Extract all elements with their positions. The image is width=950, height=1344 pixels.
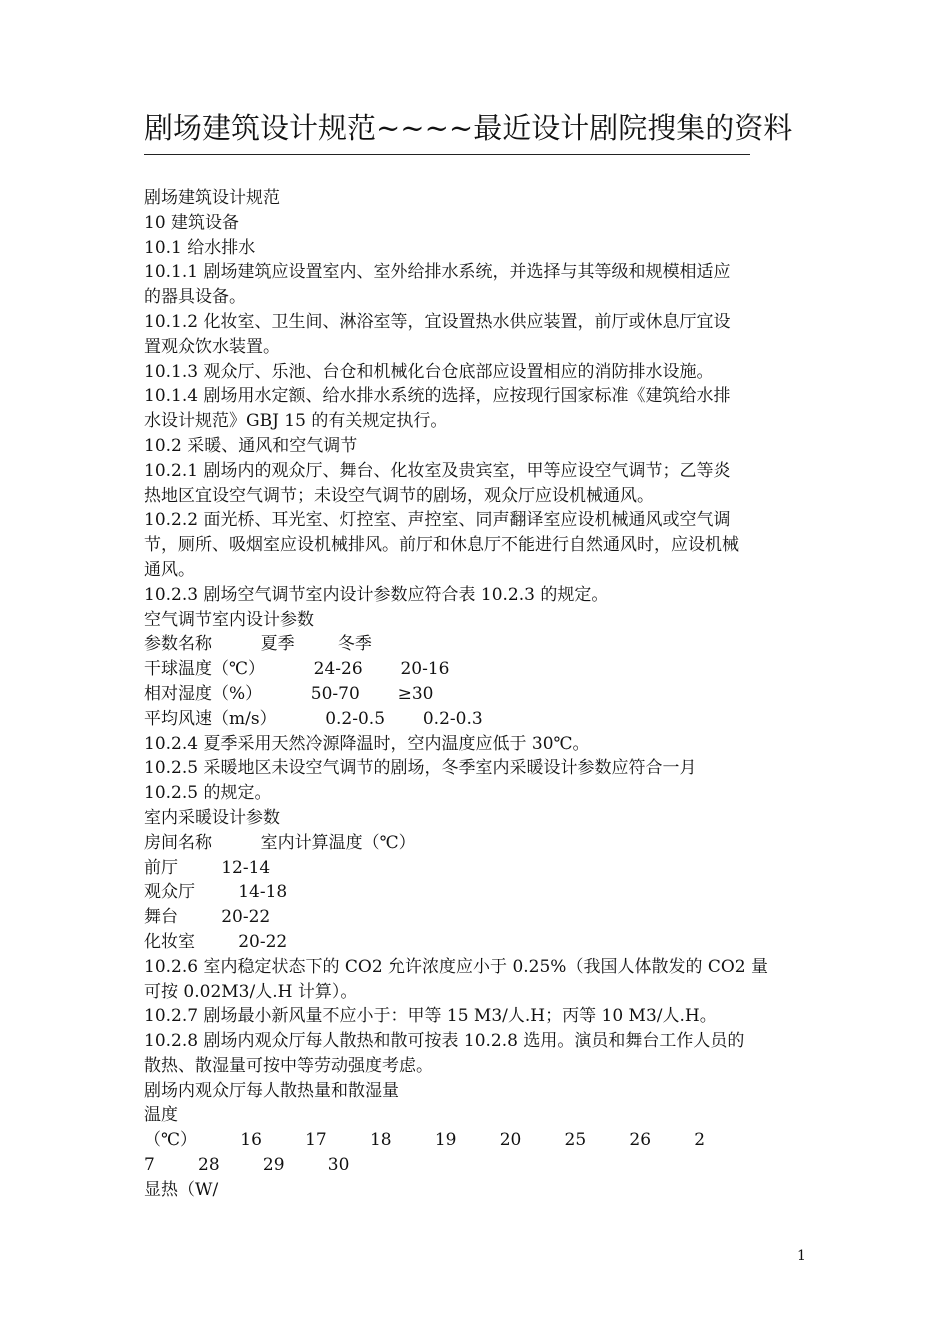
text-line: 10.1 给水排水 — [144, 237, 256, 258]
text-line: 10.2 采暖、通风和空气调节 — [144, 435, 358, 456]
text-line: 10.2.5 的规定。 — [144, 783, 272, 804]
text-line: 节，厕所、吸烟室应设机械排风。前厅和休息厅不能进行自然通风时，应设机械 — [144, 535, 739, 556]
text-line: 舞台 20-22 — [144, 907, 271, 928]
text-line: 温度 — [144, 1105, 178, 1126]
text-line: 通风。 — [144, 559, 195, 580]
text-line: 前厅 12-14 — [144, 857, 271, 878]
text-line: 显热（W/ — [144, 1179, 219, 1200]
text-line: 相对湿度（%） 50-70 ≥30 — [144, 683, 434, 704]
text-line: 水设计规范》GBJ 15 的有关规定执行。 — [144, 411, 448, 432]
text-line: 10.2.5 采暖地区未设空气调节的剧场，冬季室内采暖设计参数应符合一月 — [144, 758, 697, 779]
text-line: 观众厅 14-18 — [144, 882, 288, 903]
text-line: 室内采暖设计参数 — [144, 807, 280, 828]
text-line: 10.2.3 剧场空气调节室内设计参数应符合表 10.2.3 的规定。 — [144, 584, 609, 605]
text-line: 置观众饮水装置。 — [144, 336, 280, 357]
text-line: 化妆室 20-22 — [144, 931, 288, 952]
text-line: 10.1.2 化妆室、卫生间、淋浴室等，宜设置热水供应装置，前厅或休息厅宜设 — [144, 311, 731, 332]
text-line: 干球温度（℃） 24-26 20-16 — [144, 659, 450, 680]
text-line: 10.2.2 面光桥、耳光室、灯控室、声控室、同声翻译室应设机械通风或空气调 — [144, 510, 731, 531]
text-line: 可按 0.02M3/人.H 计算）。 — [144, 981, 358, 1002]
text-line: 10.1.4 剧场用水定额、给水排水系统的选择，应按现行国家标准《建筑给水排 — [144, 386, 731, 407]
text-line: 平均风速（m/s） 0.2-0.5 0.2-0.3 — [144, 708, 483, 729]
document-title: 剧场建筑设计规范~~~~最近设计剧院搜集的资料 — [144, 111, 793, 145]
text-line: 10.2.8 剧场内观众厅每人散热和散可按表 10.2.8 选用。演员和舞台工作人员的 — [144, 1031, 745, 1052]
text-line: 剧场内观众厅每人散热量和散湿量 — [144, 1080, 399, 1101]
text-line: 10.2.1 剧场内的观众厅、舞台、化妆室及贵宾室，甲等应设空气调节；乙等炎 — [144, 460, 731, 481]
text-line: 散热、散湿量可按中等劳动强度考虑。 — [144, 1055, 433, 1076]
text-line: 房间名称 室内计算温度（℃） — [144, 832, 416, 853]
text-line: 热地区宜设空气调节；未设空气调节的剧场，观众厅应设机械通风。 — [144, 485, 654, 506]
page-number: 1 — [797, 1248, 806, 1264]
text-line: 参数名称 夏季 冬季 — [144, 634, 372, 655]
text-line: 10 建筑设备 — [144, 212, 240, 233]
text-line: 10.2.7 剧场最小新风量不应小于：甲等 15 M3/人.H；丙等 10 M3/人.H。 — [144, 1006, 717, 1027]
text-line: 剧场建筑设计规范 — [144, 188, 280, 208]
text-line: 10.2.6 室内稳定状态下的 CO2 允许浓度应小于 0.25%（我国人体散发的 CO2 量 — [144, 956, 769, 977]
text-line: 7 28 29 30 — [144, 1155, 350, 1176]
text-line: （℃） 16 17 18 19 20 25 26 2 — [144, 1130, 706, 1151]
text-line: 10.1.3 观众厅、乐池、台仓和机械化台仓底部应设置相应的消防排水设施。 — [144, 361, 714, 382]
text-line: 10.2.4 夏季采用天然冷源降温时，空内温度应低于 30℃。 — [144, 733, 590, 754]
text-line: 空气调节室内设计参数 — [144, 609, 314, 630]
document-body — [144, 186, 806, 1203]
text-line: 10.1.1 剧场建筑应设置室内、室外给排水系统，并选择与其等级和规模相适应 — [144, 262, 731, 283]
title-underline — [144, 154, 750, 155]
text-line: 的器具设备。 — [144, 287, 246, 308]
